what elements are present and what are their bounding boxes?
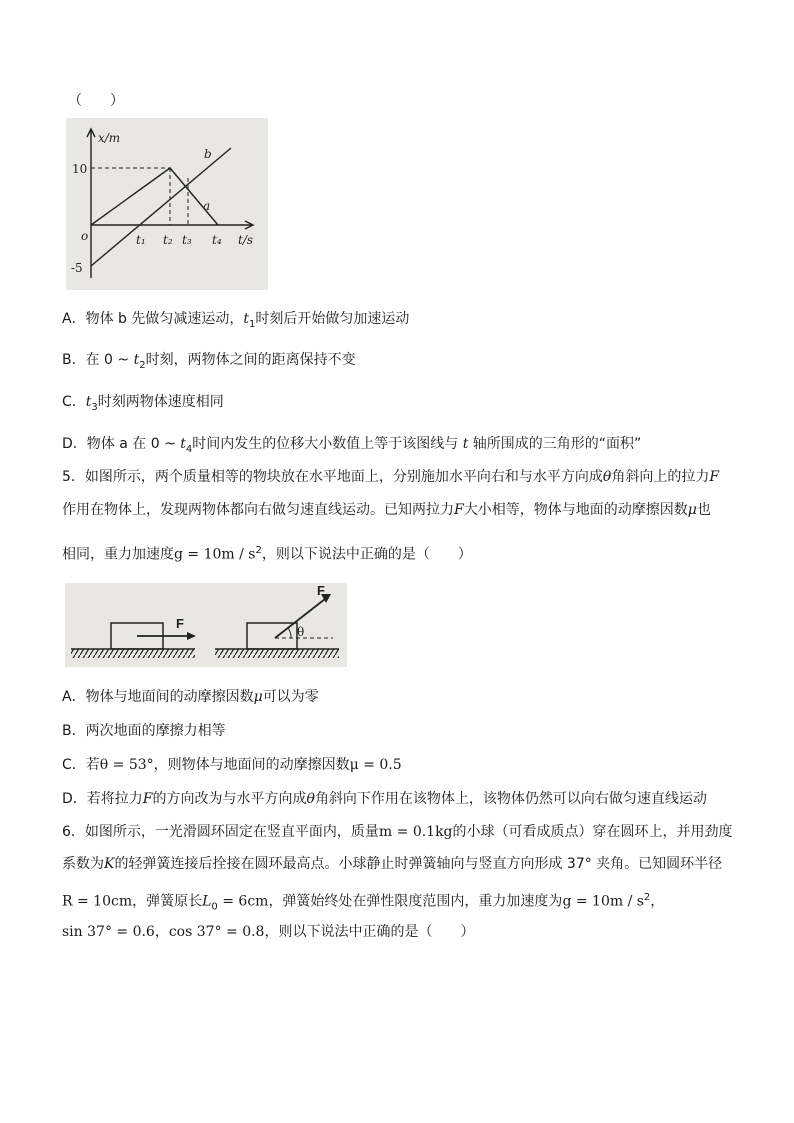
q6-stem-line4: sin 37° = 0.6，cos 37° = 0.8，则以下说法中正确的是（ ） bbox=[62, 924, 475, 940]
ground-right bbox=[215, 649, 339, 658]
q5-option-c: C．若θ = 53°，则物体与地面间的动摩擦因数μ = 0.5 bbox=[62, 757, 402, 773]
t2-label: t₂ bbox=[163, 233, 173, 247]
force-label-right: F bbox=[317, 583, 325, 598]
force-blocks bbox=[65, 583, 347, 667]
t3-label: t₃ bbox=[182, 233, 192, 247]
x-axis-label: t/s bbox=[238, 233, 254, 247]
q4-option-b: B．在 0 ~ $t_2$时刻，两物体之间的距离保持不变 bbox=[62, 352, 356, 371]
y-tick-minus5: -5 bbox=[71, 261, 83, 275]
t4-label: t₄ bbox=[212, 233, 222, 247]
line-a bbox=[91, 168, 218, 225]
y-axis-label: x/m bbox=[98, 131, 121, 145]
q6-stem-line2: 系数为K的轻弹簧连接后拴接在圆环最高点。小球静止时弹簧轴向与竖直方向形成 37° 夹角。已知圆环半径 bbox=[62, 856, 723, 872]
line-a-label: a bbox=[203, 199, 211, 213]
q6-stem-line1: 6．如图所示，一光滑圆环固定在竖直平面内，质量m = 0.1kg的小球（可看成质点）穿在圆环上，并用劲度 bbox=[62, 824, 733, 840]
y-tick-10: 10 bbox=[72, 162, 88, 176]
q5-option-b: B．两次地面的摩擦力相等 bbox=[62, 723, 226, 739]
ground-left bbox=[71, 649, 195, 658]
answer-blank: （ ） bbox=[68, 93, 124, 109]
q5-option-a: A．物体与地面间的动摩擦因数μ可以为零 bbox=[62, 689, 319, 705]
q5-stem-line1: 5．如图所示，两个质量相等的物块放在水平地面上，分别施加水平向右和与水平方向成θ角斜向上的拉力F bbox=[62, 469, 720, 485]
q4-option-c: C．$t_3$时刻两物体速度相同 bbox=[62, 394, 224, 413]
line-b-label: b bbox=[204, 147, 212, 161]
q6-stem-line3: R = 10cm，弹簧原长$L_0 = 6cm$，弹簧始终处在弹性限度范围内，重力加速度为$g = 10m / s^2$， bbox=[62, 892, 665, 913]
q4-option-d: D．物体 a 在 0 ~ $t_4$时间内发生的位移大小数值上等于该图线与 t 轴所围成的三角形的“面积” bbox=[62, 436, 642, 455]
force-blocks-figure bbox=[65, 583, 347, 667]
xt-graph-figure bbox=[66, 118, 268, 290]
q5-stem-line2: 作用在物体上，发现两物体都向右做匀速直线运动。已知两拉力F大小相等，物体与地面的动摩擦因数μ也 bbox=[62, 502, 711, 518]
force-label-left: F bbox=[176, 616, 184, 631]
q5-stem-line3: 相同，重力加速度$g = 10m / s^2$，则以下说法中正确的是（ ） bbox=[62, 545, 472, 563]
q4-option-a: A．物体 b 先做匀减速运动，$t_1$时刻后开始做匀加速运动 bbox=[62, 311, 410, 330]
origin-label: o bbox=[81, 229, 89, 243]
angle-theta-label: θ bbox=[297, 625, 305, 639]
angle-arc bbox=[288, 628, 291, 638]
xt-graph bbox=[66, 118, 268, 290]
q5-option-d: D．若将拉力F的方向改为与水平方向成θ角斜向下作用在该物体上，该物体仍然可以向右做匀速直线运动 bbox=[62, 791, 707, 807]
t1-label: t₁ bbox=[136, 233, 146, 247]
